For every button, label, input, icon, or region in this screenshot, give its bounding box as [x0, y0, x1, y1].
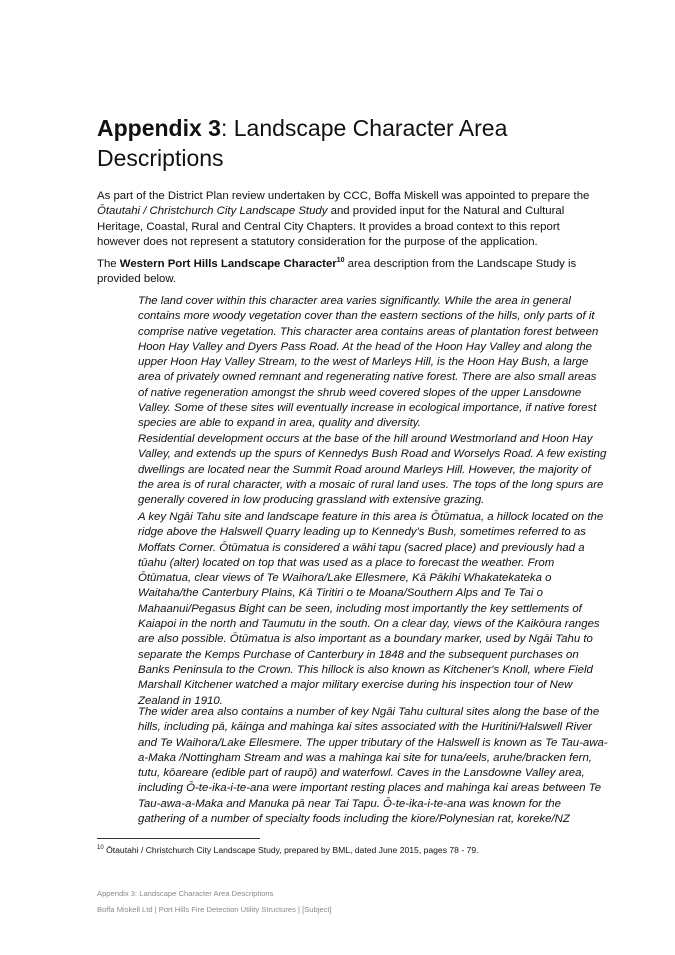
heading-bold: Appendix 3 — [97, 115, 221, 141]
intro-study-title: Ōtautahi / Christchurch City Landscape Study — [97, 205, 328, 218]
heading-rest: : Landscape Character Area Descriptions — [97, 115, 508, 171]
intro-paragraph — [97, 189, 597, 250]
footnote — [97, 845, 617, 856]
footnote-divider — [97, 838, 260, 839]
footnote-number: 10 — [97, 845, 104, 852]
quote-paragraph-residential: Residential development occurs at the base of the hill around Westmorland and Hoon Hay Valley, and extends up the spurs of Kennedys Bush Road and Worselys Road. A few existing dwellings are located near the Summit Road around Marleys Hill. However, the majority of the area is of rural character, with a mosaic of rural land uses. The tops of the long spurs are generally covered in low producing grassland with extensive grazing. — [138, 433, 607, 507]
quote-paragraph-land-cover: The land cover within this character area varies significantly. While the area in general contains more woody vegetation cover than the eastern sections of the hills, only parts of it comprise native vegetation. This character area contains areas of plantation forest between Hoon Hay Valley and Dyers Pass Road. At the head of the Hoon Hay Valley and along the upper Hoon Hay Valley Stream, to the west of Marleys Hill, is the Hoon Hay Bush, a large area of privately owned remnant and regenerating native forest. There are also small areas of native regeneration amongst the shrub weed covered slopes of the upper Lansdowne Valley. Some of these sites will eventually increase in ecological importance, if native forest species are able to expand in area, quality and diversity. — [138, 295, 599, 430]
lead-part1: The — [97, 258, 120, 270]
appendix-heading — [97, 113, 577, 173]
quote-paragraph-otumatua: A key Ngāi Tahu site and landscape feature in this area is Ōtūmatua, a hillock located on the ridge above the Halswell Quarry leading up to Kennedy's Bush, sometimes referred to as Moffats Corner. Ōtūmatua is considered a wāhi tapu (sacred place) and previously had a tūahu (alter) located on top that was used as a place to forecast the weather. From Ōtūmatua, clear views of Te Waihora/Lake Ellesmere, Kā Pākihi Whakatekateka o Waitaha/the Canterbury Plains, Kā Tiritiri o te Moana/Southern Alps and Te Tai o Mahaanui/Pegasus Bight can be seen, including most importantly the key settlements of Kaiapoi in the north and Taumutu in the south. On a clear day, views of the Kaikōura ranges are also possible. Ōtūmatua is also important as a boundary marker, used by Ngāi Tahu to separate the Kemps Purchase of Canterbury in 1848 and the subsequent purchases on Banks Peninsula to the Crown. This hillock is also known as Kitchener's Knoll, where Field Marshall Kitchener watched a major military exercise during his inspection tour of New Zealand in 1910. — [138, 511, 604, 707]
footnote-reference[interactable]: 10 — [336, 257, 345, 265]
intro-part2: and provided input for the Natural and Cultural Heritage, Coastal, Rural and Central City Chapters. It provides a broad context to this report however does not represent a statutory consideration for the purpose of the application. — [97, 205, 565, 248]
footer-company-line: Boffa Miskell Ltd | Port Hills Fire Detection Utility Structures | [Subject] — [97, 905, 332, 914]
footnote-text: Ōtautahi / Christchurch City Landscape Study, prepared by BML, dated June 2015, pages 78 - 79. — [103, 845, 479, 855]
lead-character-area: Western Port Hills Landscape Character — [119, 258, 337, 270]
intro-part1: As part of the District Plan review undertaken by CCC, Boffa Miskell was appointed to prepare the — [97, 190, 590, 202]
footer-section-title: Appendix 3: Landscape Character Area Descriptions — [97, 889, 274, 898]
lead-paragraph — [97, 257, 597, 288]
quote-paragraph-cultural-sites: The wider area also contains a number of key Ngāi Tahu cultural sites along the base of the hills, including pā, kāinga and mahinga kai sites associated with the Huritini/Halswell River and Te Waihora/Lake Ellesmere. The upper tributary of the Halswell is known as Te Tau-awa-a-Maka /Nottingham Stream and was a mahinga kai site for tuna/eels, aruhe/bracken fern, tutu, kōareare (edible part of raupō) and waterfowl. Caves in the Lansdowne Valley area, including Ō-te-ika-i-te-ana were important resting places and mahinga kai areas between Te Tau-awa-a-Maka and Manuka pā near Tai Tapu. Ō-te-ika-i-te-ana was known for the gathering of a number of specialty foods including the kiore/Polynesian rat, koreke/NZ — [138, 706, 608, 826]
lead-part2: area description from the Landscape Study is provided below. — [97, 258, 577, 286]
